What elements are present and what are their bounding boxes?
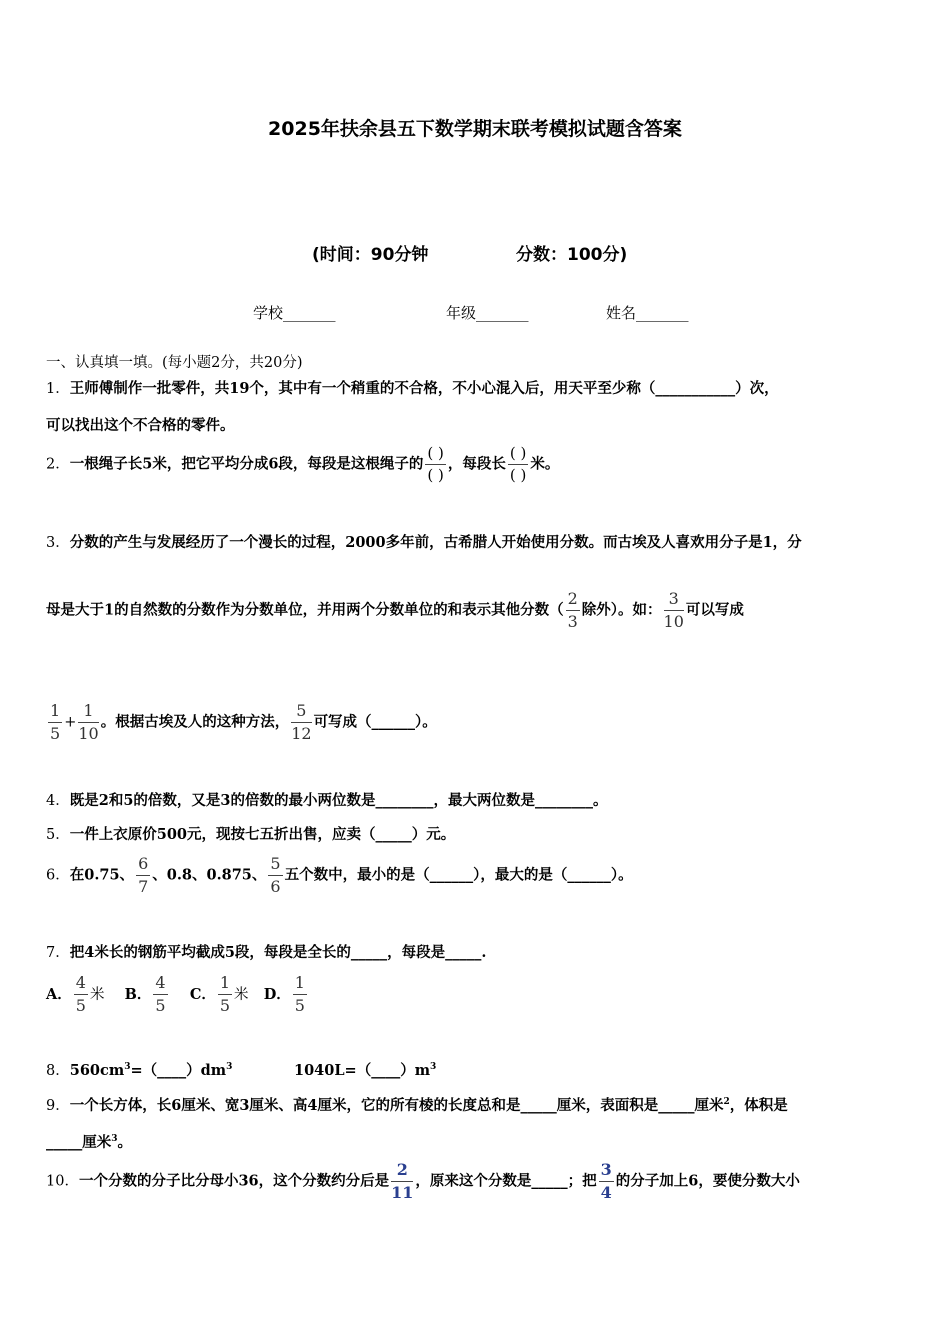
name-field: 姓名_______ (606, 304, 689, 322)
fraction-1-5: $\frac{1}{5}$ (50, 701, 61, 743)
question-text: 分数的产生与发展经历了一个漫长的过程，2000多年前，古希腊人开始使用分数。而古埃及人喜欢用分子是1，分 (69, 534, 802, 551)
grade-field: 年级_______ (446, 304, 529, 322)
question-number: 10． (46, 1173, 79, 1190)
question-10: 10．一个分数的分子比分母小36，这个分数约分后是 $\frac{2}{11}$ ，原来这个分数是_____；把 $\frac{3}{4}$ 的分子加上6，要使分数大小 (46, 1160, 800, 1202)
question-number: 6． (46, 867, 70, 884)
question-4 (46, 789, 608, 810)
question-number: 4． (46, 793, 70, 809)
question-3-line2: 母是大于1的自然数的分数作为分数单位，并用两个分数单位的和表示其他分数（ $\frac{2}{3}$ 除外）。如： $\frac{3}{10}$ 可以写成 (46, 589, 744, 631)
question-text: 一根绳子长5米，把它平均分成6段，每段是这根绳子的 (69, 455, 424, 473)
question-7 (46, 941, 486, 962)
fraction-3-4: $\frac{3}{4}$ (600, 1160, 612, 1202)
option-c[interactable]: C． $\frac{1}{5}$ 米 (189, 973, 249, 1015)
question-6: 6．在0.75、 $\frac{6}{7}$ 、0.8、0.875、 $\frac{5}{6}$ 五个数中，最小的是（______），最大的是（______）。 (46, 854, 633, 896)
question-number: 9． (46, 1098, 70, 1114)
question-9: 9．一个长方体，长6厘米、宽3厘米、高4厘米，它的所有棱的长度总和是_____厘米，表面积是_____厘米$^2$，体积是 (46, 1097, 788, 1114)
question-8: 8．$560cm^3=(\_\_\_\_)dm^3$ (46, 1062, 233, 1079)
question-number: 1． (46, 381, 70, 397)
section-heading: 一、认真填一填。(每小题2分，共20分) (46, 355, 303, 371)
question-text: 王师傅制作一批零件，共19个，其中有一个稍重的不合格，不小心混入后，用天平至少称（___________）次， (69, 380, 779, 397)
question-number: 3． (46, 535, 70, 551)
exam-time: (时间：90分钟 (312, 245, 429, 265)
exam-score: 分数：100分) (516, 245, 628, 265)
question-number: 5． (46, 827, 70, 843)
option-a[interactable]: A． $\frac{4}{5}$ 米 (46, 973, 105, 1015)
question-number: 2． (46, 456, 70, 473)
fraction-5-6: $\frac{5}{6}$ (270, 854, 281, 896)
question-3 (46, 531, 802, 552)
question-text: 一件上衣原价500元，现按七五折出售，应卖（_____）元。 (69, 826, 456, 843)
fraction-5-12: $\frac{5}{12}$ (291, 701, 312, 743)
fraction-blank: $\frac{( )}{( )}$ (509, 444, 527, 484)
question-2: 2．一根绳子长5米，把它平均分成6段，每段是这根绳子的 $\frac{( )}{( )}$ ，每段长 $\frac{( )}{( )}$ 米。 (46, 444, 560, 484)
question-1 (46, 377, 779, 398)
question-text: 既是2和5的倍数，又是3的倍数的最小两位数是________，最大两位数是________。 (69, 792, 608, 809)
page-title: 2025年扶余县五下数学期末联考模拟试题含答案 (268, 118, 682, 140)
question-3-line3: $\frac{1}{5}$ + $\frac{1}{10}$ 。根据古埃及人的这种方法， $\frac{5}{12}$ 可写成（______）。 (50, 701, 437, 743)
fraction-2-11: $\frac{2}{11}$ (391, 1160, 414, 1202)
fraction-blank: $\frac{( )}{( )}$ (427, 444, 444, 484)
question-5 (46, 823, 455, 844)
fraction-2-3: $\frac{2}{3}$ (567, 589, 578, 631)
question-8-part2: $1040L=(\_\_\_\_)m^3$ (294, 1062, 437, 1079)
option-b[interactable]: B． $\frac{4}{5}$ (124, 973, 166, 1015)
fraction-6-7: $\frac{6}{7}$ (138, 854, 149, 896)
question-1-cont: 可以找出这个不合格的零件。 (46, 417, 235, 434)
question-7-options (46, 975, 309, 1014)
question-text: 把4米长的钢筋平均截成5段，每段是全长的_____，每段是_____. (69, 944, 487, 961)
question-number: 8． (46, 1063, 70, 1079)
option-d[interactable]: D． $\frac{1}{5}$ (263, 973, 305, 1015)
question-number: 7． (46, 945, 70, 961)
school-field: 学校_______ (253, 304, 336, 322)
fraction-1-10: $\frac{1}{10}$ (78, 701, 99, 743)
fraction-3-10: $\frac{3}{10}$ (663, 589, 684, 631)
question-9-cont: _____厘米$^3$。 (46, 1134, 133, 1151)
